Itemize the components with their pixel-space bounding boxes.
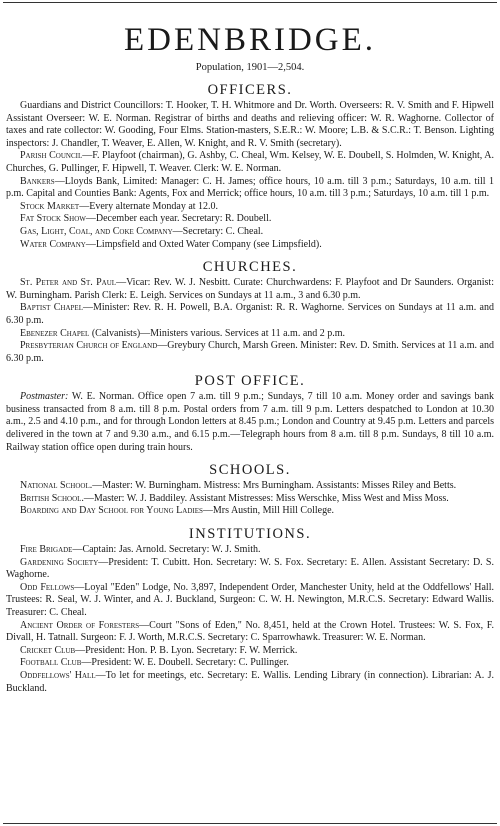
national-school-paragraph: National School.—Master: W. Burningham. Mistress: Mrs Burningham. Assistants: Misses Riley and Betts.	[20, 480, 457, 492]
fat-stock-show-paragraph: Fat Stock Show—December each year. Secretary: R. Doubell.	[20, 213, 272, 225]
officers-heading: OFFICERS.	[207, 82, 293, 98]
football-club-paragraph: Football Club—President: W. E. Doubell. Secretary: C. Pullinger.	[20, 657, 289, 669]
boarding-school-paragraph: Boarding and Day School for Young Ladies—Mrs Austin, Mill Hill College.	[20, 505, 335, 517]
directory-page	[3, 2, 497, 824]
gardening-society-paragraph: Gardening Society—President: T. Cubitt. Hon. Secretary: W. S. Fox. Secretary: E. Allen. Assistant Secretary: D. S. Waghorne.	[6, 556, 494, 581]
bankers-paragraph: Bankers—Lloyds Bank, Limited: Manager: C. H. James; office hours, 10 a.m. till 3 p.m.; Saturdays, 10 a.m. till 1 p.m. Capital and Counties Bank: Agents, Fox and Merrick; office hours, 10 a.m. till 3 p.m.; Saturdays, 10 a.m. till 1 p.m.	[6, 175, 494, 200]
post-office-paragraph: Postmaster: W. E. Norman. Office open 7 a.m. till 9 p.m.; Sundays, 7 till 10 a.m. Money order and savings bank business transacted from 8 a.m. till 8 p.m. Postal orders from 7 a.m. till 9 p.m. Letters despatched to London at 10.30 a.m., 2.5 and 4.10 p.m., and for through London letters at 8.45 p.m.; London and Country at 9.45 p.m. Letters and parcels delivered in the town at 7 and 9.30 a.m., and 6.15 p.m.—Telegraph hours from 8 a.m. till 8 p.m. Sundays, 8 till 10 a.m. Railway station office open during train hours.	[6, 391, 494, 453]
page-body	[3, 82, 497, 695]
british-school-paragraph: British School.—Master: W. J. Baddiley. Assistant Mistresses: Miss Werschke, Miss West and Miss Moss.	[20, 492, 449, 504]
parish-church-paragraph: St. Peter and St. Paul—Vicar: Rev. W. J. Nesbitt. Curate: Churchwardens: F. Playfoot and Dr Saunders. Organist: W. Burningham. Parish Clerk: E. Leigh. Services on Sundays at 11 a.m., 3 and 6.30 p.m.	[6, 277, 494, 301]
foresters-paragraph: Ancient Order of Foresters—Court "Sons of Eden," No. 8,451, held at the Crown Hotel. Trustees: W. S. Fox, F. Divall, H. Tatnall. Surgeon: F. J. Worth, M.R.C.S. Secretary: C. Sparrowhawk. Treasurer: W. E. Norman.	[6, 619, 494, 644]
gas-company-paragraph: Gas, Light, Coal, and Coke Company—Secretary: C. Cheal.	[20, 225, 264, 237]
baptist-chapel-paragraph: Baptist Chapel—Minister: Rev. R. H. Powell, B.A. Organist: R. R. Waghorne. Services on Sundays at 11 a.m. and 6.30 p.m.	[6, 302, 494, 326]
oddfellows-hall-paragraph: Oddfellows' Hall—To let for meetings, etc. Secretary: E. Wallis. Lending Library (in connection). Librarian: A. J. Buckland.	[6, 669, 494, 694]
presbyterian-church-paragraph: Presbyterian Church of England—Greybury Church, Marsh Green. Minister: Rev. D. Smith. Services at 11 a.m. and 6.30 p.m.	[6, 340, 494, 364]
parish-council-paragraph: Parish Council—F. Playfoot (chairman), G. Ashby, C. Cheal, Wm. Kelsey, W. E. Doubell, S. Holmden, W. Knight, A. Churches, G. Pullinger, F. Hipwell, T. Weaver. Clerk: W. E. Norman.	[6, 150, 494, 174]
fire-brigade-paragraph: Fire Brigade—Captain: Jas. Arnold. Secretary: W. J. Smith.	[20, 544, 261, 556]
page-title: EDENBRIDGE.	[123, 22, 377, 58]
churches-heading: CHURCHES.	[202, 259, 298, 276]
ebenezer-chapel-paragraph: Ebenezer Chapel (Calvanists)—Ministers various. Services at 11 a.m. and 2 p.m.	[20, 327, 346, 339]
stock-market-paragraph: Stock Market—Every alternate Monday at 12.0.	[20, 200, 219, 212]
odd-fellows-paragraph: Odd Fellows—Loyal "Eden" Lodge, No. 3,897, Independent Order, Manchester Unity, held at the Oddfellows' Hall. Trustees: R. Seal, W. J. Winter, and A. J. Buckland, Surgeon: C. W. H. Newington, M.R.C.S. Secretary: Edward Wallis. Treasurer: C. Cheal.	[6, 581, 494, 618]
institutions-heading: INSTITUTIONS.	[188, 526, 312, 543]
population-line: Population, 1901—2,504.	[195, 62, 305, 73]
schools-heading: SCHOOLS.	[209, 462, 291, 479]
water-company-paragraph: Water Company—Limpsfield and Oxted Water Company (see Limpsfield).	[20, 238, 322, 250]
post-office-heading: POST OFFICE.	[194, 373, 306, 390]
officers-paragraph: Guardians and District Councillors: T. Hooker, T. H. Whitmore and Dr. Worth. Overseers: R. V. Smith and F. Hipwell Assistant Overseer: W. E. Norman. Registrar of births and deaths and relieving officer: W. R. Waghorne. Collector of taxes and rate collector: W. Gooding, Four Elms. Station-masters, S.E.R.: W. Moore; L.B. & S.C.R.: T. Benson. Lighting inspectors: J. Chandler, T. Weaver, E. Allen, W. Knight, and R. V. Smith (secretary).	[6, 100, 494, 149]
cricket-club-paragraph: Cricket Club—President: Hon. P. B. Lyon. Secretary: F. W. Merrick.	[20, 644, 298, 656]
